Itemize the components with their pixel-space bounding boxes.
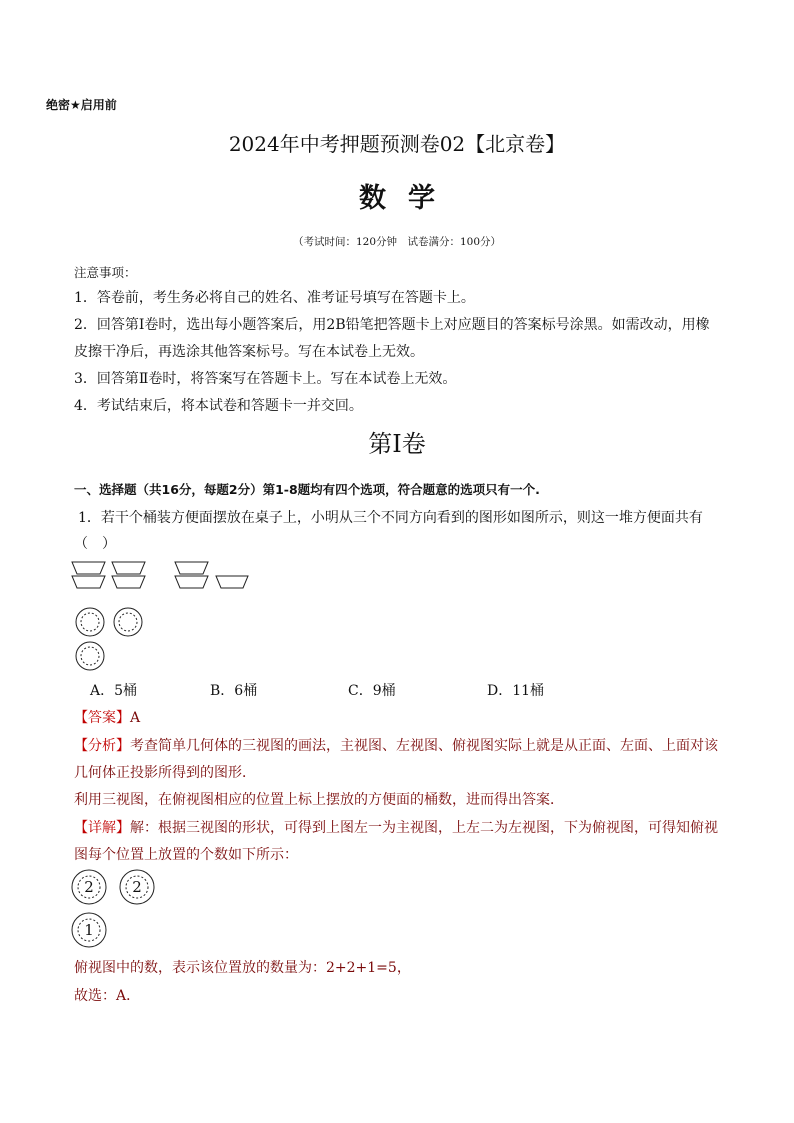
answer-tag: 【答案】 — [74, 710, 130, 726]
bucket-shape — [175, 576, 208, 588]
top-view-counts-figure — [70, 868, 170, 948]
detail-text: 图每个位置上放置的个数如下所示： — [74, 847, 298, 863]
count-label: 2 — [132, 878, 142, 896]
bucket-shape — [72, 562, 105, 574]
detail-tag: 【详解】 — [74, 820, 130, 836]
notes-heading: 注意事项： — [74, 265, 137, 280]
exam-title: 2024年中考押题预测卷02【北京卷】 — [228, 132, 566, 156]
front-view — [72, 562, 145, 588]
top-circle — [114, 608, 142, 636]
analysis-text: 考查简单几何体的三视图的画法，主视图、左视图、俯视图实际上就是从正面、左面、上面对该 — [130, 738, 718, 754]
note-item: 3．回答第Ⅱ卷时，将答案写在答题卡上。写在本试卷上无效。 — [74, 371, 457, 387]
section-title: 第Ⅰ卷 — [368, 430, 426, 458]
subject-title: 数学 — [359, 183, 457, 214]
analysis-text: 几何体正投影所得到的图形． — [74, 765, 256, 781]
bucket-shape — [72, 576, 105, 588]
top-view — [76, 608, 142, 670]
note-item: 1．答卷前，考生务必将自己的姓名、准考证号填写在答题卡上。 — [74, 290, 475, 306]
answer-line — [74, 707, 140, 727]
option-d: D．11桶 — [487, 683, 545, 699]
section-heading: 一、选择题（共16分，每题2分）第1-8题均有四个选项，符合题意的选项只有一个. — [74, 482, 540, 497]
top-circle-inner — [81, 613, 99, 631]
top-circle — [76, 642, 104, 670]
bucket-shape — [175, 562, 208, 574]
exam-info: （考试时间：120分钟 试卷满分：100分） — [292, 236, 502, 248]
bucket-shape — [216, 576, 248, 588]
detail-line — [74, 817, 718, 837]
question-stem: 1．若干个桶装方便面摆放在桌子上，小明从三个不同方向看到的图形如图所示，则这一堆方便面共有 — [78, 510, 703, 526]
answer-value: A — [130, 710, 141, 726]
analysis-tag: 【分析】 — [74, 738, 130, 754]
conclusion-text: 俯视图中的数，表示该位置放的数量为：2+2+1=5， — [74, 960, 411, 976]
detail-text: 解：根据三视图的形状，可得到上图左一为主视图，上左二为左视图，下为俯视图，可得知俯视 — [130, 820, 718, 836]
question-stem-blank: （ ） — [74, 536, 116, 552]
note-item: 2．回答第Ⅰ卷时，选出每小题答案后，用2B铅笔把答题卡上对应题目的答案标号涂黑。如需改动，用橡 — [74, 317, 710, 333]
top-circle-inner — [119, 613, 137, 631]
side-view — [175, 562, 248, 588]
analysis-text: 利用三视图，在俯视图相应的位置上标上摆放的方便面的桶数，进而得出答案． — [74, 792, 564, 808]
confidential-mark: 绝密★启用前 — [46, 98, 117, 112]
note-item: 皮擦干净后，再选涂其他答案标号。写在本试卷上无效。 — [74, 344, 424, 360]
top-circle-inner — [81, 647, 99, 665]
analysis-line — [74, 735, 718, 755]
bucket-shape — [112, 562, 145, 574]
note-item: 4．考试结束后，将本试卷和答题卡一并交回。 — [74, 398, 363, 414]
count-label: 2 — [84, 878, 94, 896]
option-c: C．9桶 — [348, 683, 396, 699]
conclusion-text: 故选：A． — [74, 988, 141, 1004]
count-label: 1 — [84, 921, 94, 939]
option-a: A．5桶 — [90, 683, 138, 699]
top-circle — [76, 608, 104, 636]
option-b: B．6桶 — [210, 683, 258, 699]
bucket-shape — [112, 576, 145, 588]
three-view-figure — [70, 556, 260, 676]
